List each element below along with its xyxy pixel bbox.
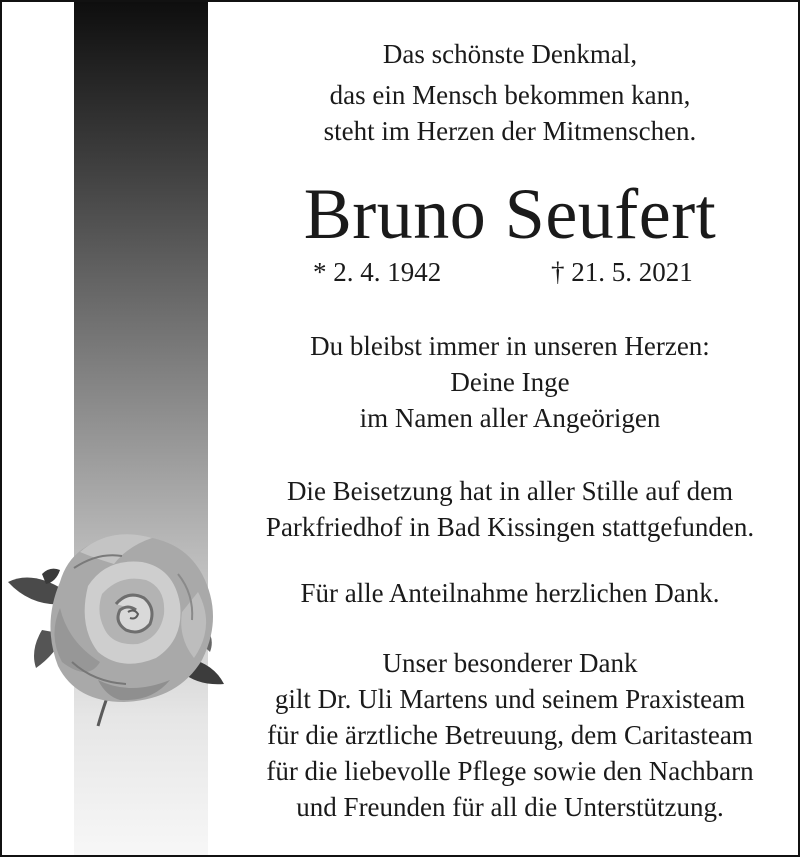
family-line: Du bleibst immer in unseren Herzen: [310, 331, 710, 361]
special-thanks-line: für die ärztliche Betreuung, dem Caritasteam [267, 720, 753, 750]
motto-line: steht im Herzen der Mitmenschen. [323, 116, 697, 146]
motto-line: Das schönste Denkmal, [382, 39, 638, 69]
thanks-line: Für alle Anteilnahme herzlichen Dank. [300, 578, 720, 608]
special-thanks-line: gilt Dr. Uli Martens und seinem Praxisteam [274, 684, 746, 714]
special-thanks-line: für die liebevolle Pflege sowie den Nachbarn [266, 756, 754, 786]
motto-line: das ein Mensch bekommen kann, [329, 80, 691, 110]
special-thanks-line: und Freunden für all die Unterstützung. [296, 792, 724, 822]
birth-date: * 2. 4. 1942 [313, 257, 442, 287]
family-line: Deine Inge [450, 367, 570, 397]
burial-line: Parkfriedhof in Bad Kissingen stattgefunden. [265, 512, 755, 542]
family-line: im Namen aller Angeörigen [359, 403, 661, 433]
burial-line: Die Beisetzung hat in aller Stille auf dem [286, 476, 734, 506]
death-date: † 21. 5. 2021 [551, 257, 693, 287]
deceased-name: Bruno Seufert [303, 174, 717, 254]
special-thanks-line: Unser besonderer Dank [382, 648, 638, 678]
rose-icon [2, 512, 252, 732]
